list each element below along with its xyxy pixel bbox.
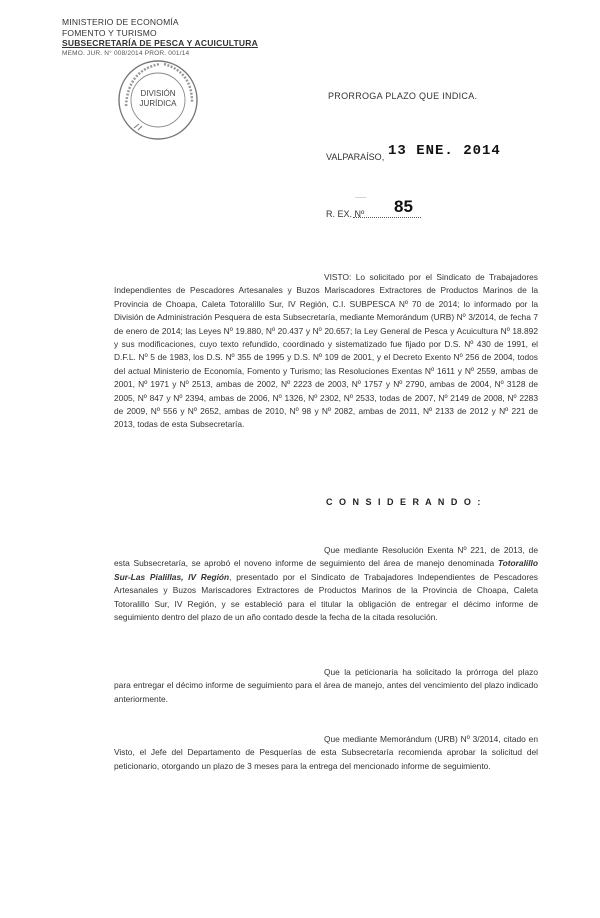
resolution-stamp-mark: ____: [355, 193, 367, 199]
ministry-line-1: MINISTERIO DE ECONOMÍA: [62, 17, 179, 27]
considerando-paragraph-2: [114, 666, 538, 706]
visto-text: VISTO: Lo solicitado por el Sindicato de Trabajadores Independientes de Pescadores Artesanales y Buzos Mariscadores Extractores de Productos Marinos de la Provincia de Choapa, Caleta Totoralillo Sur, IV Región, C.I. SUBPESCA Nº 70 de 2014; lo informado por la División de Administración Pesquera de esta Subsecretaría, mediante Memorándum (URB) Nº 3/2014, de fecha 7 de enero de 2014; las Leyes Nº 19.880, Nº 20.437 y Nº 20.657; la Ley General de Pesca y Acuicultura Nº 18.892 y sus modificaciones, cuyo texto refundido, coordinado y sistematizado fue fijado por D.S. Nº 430 de 1991, el D.F.L. Nº 5 de 1983, los D.S. Nº 355 de 1995 y D.S. Nº 109 de 2001, y el Decreto Exento Nº 256 de 2004, todos del actual Ministerio de Economía, Fomento y Turismo; las Resoluciones Exentas Nº 1611 y Nº 2559, ambas de 2001, Nº 1971 y Nº 2513, ambas de 2002, Nº 2223 de 2003, Nº 1757 y Nº 2790, ambas de 2004, Nº 3128 de 2005, Nº 847 y Nº 2394, ambas de 2006, Nº 1326, Nº 2302, Nº 2533, todas de 2007, Nº 2149 de 2008, Nº 2283 de 2009, Nº 556 y Nº 2652, ambas de 2010, Nº 98 y Nº 2082, ambas de 2011, Nº 2133 de 2012 y Nº 221 de 2013, todas de esta Subsecretaría.: [114, 272, 538, 430]
date-stamp: 13 ENE. 2014: [388, 143, 501, 159]
division-juridica-seal: [116, 58, 200, 142]
seal-text-line-1: DIVISIÓN: [140, 89, 176, 98]
letterhead: [62, 17, 258, 59]
considerando-paragraph-1: [114, 544, 538, 624]
resolution-number-line: [353, 217, 421, 218]
place-label: VALPARAÍSO,: [326, 152, 385, 162]
subsecretaria-line: SUBSECRETARÍA DE PESCA Y ACUICULTURA: [62, 38, 258, 48]
resolution-label: R. EX. Nº: [326, 209, 365, 219]
ministry-line-2: FOMENTO Y TURISMO: [62, 27, 157, 38]
resolution-number: 85: [394, 197, 413, 216]
considerando-2-text: Que la peticionaria ha solicitado la prórroga del plazo para entregar el décimo informe de seguimiento para el área de manejo, antes del vencimiento del plazo indicado anteriormente.: [114, 667, 538, 704]
visto-paragraph: [114, 271, 538, 432]
document-subject: PRORROGA PLAZO QUE INDICA.: [328, 91, 478, 101]
considerando-heading: C O N S I D E R A N D O :: [326, 497, 483, 507]
considerando-1-part-1: Que mediante Resolución Exenta Nº 221, de 2013, de esta Subsecretaría, se aprobó el noveno informe de seguimiento del área de manejo denominada: [114, 545, 538, 569]
considerando-1-area-name: Totoralillo Sur-Las Pialillas, IV Región: [114, 558, 538, 582]
considerando-3-text: Que mediante Memorándum (URB) Nº 3/2014, citado en Visto, el Jefe del Departamento de Pesquerías de esta Subsecretaría recomienda aprobar la solicitud del peticionario, otorgando un plazo de 3 meses para la entrega del mencionado informe de seguimiento.: [114, 734, 538, 771]
considerando-paragraph-3: [114, 733, 538, 773]
seal-text-line-2: JURÍDICA: [139, 99, 177, 108]
memo-reference: MEMO. JUR. N° 008/2014 PROR. 001/14: [62, 49, 190, 57]
considerando-1-part-2: , presentado por el Sindicato de Trabajadores Independientes de Pescadores Artesanales y Buzos Mariscadores Extractores de Productos Marinos de la Provincia de Choapa, Caleta Totoralillo Sur, IV Región, y se estableció para el titular la obligación de entregar el décimo informe de seguimiento dentro del plazo de un año contado desde la fecha de la citada resolución.: [114, 571, 538, 623]
